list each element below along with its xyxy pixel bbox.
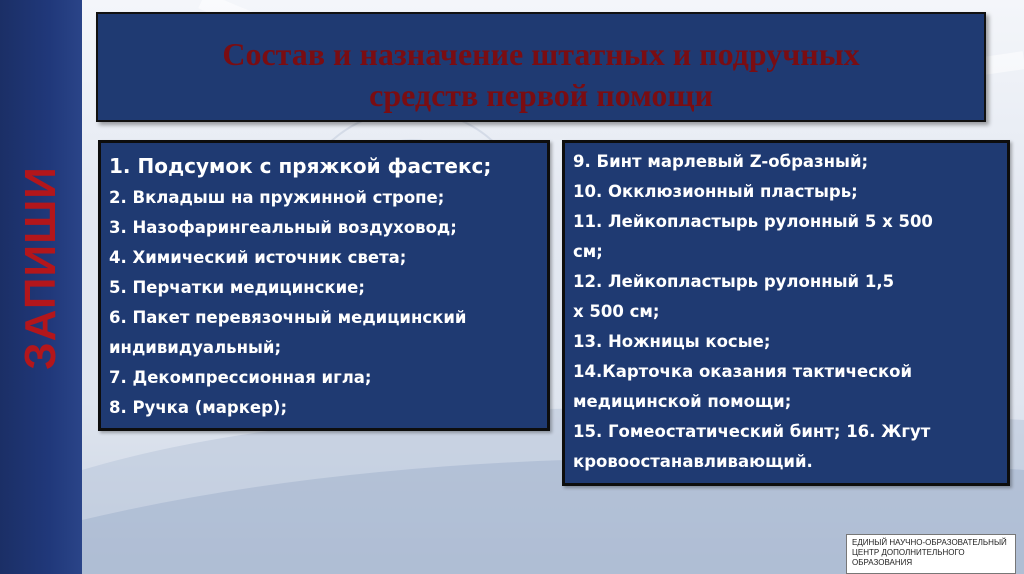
badge-line-1: ЕДИНЫЙ НАУЧНО-ОБРАЗОВАТЕЛЬНЫЙ [852,538,1007,547]
list-item [109,151,541,183]
list-item: 11. Лейкопластырь рулонный 5 х 500 [573,212,933,231]
list-item-text: 1. Подсумок с пряжкой фастекс; [109,154,492,178]
badge-line-3: ОБРАЗОВАНИЯ [852,558,913,567]
list-item: 9. Бинт марлевый Z-образный; [573,152,869,171]
title-line-1: Состав и назначение штатных и подручных [222,36,860,72]
right-list-panel [562,140,1010,486]
list-item: медицинской помощи; [573,392,792,411]
list-item: 14.Карточка оказания тактической [573,362,913,381]
list-item: х 500 см; [573,302,660,321]
list-item: 15. Гомеостатический бинт; 16. Жгут [573,422,931,441]
badge-line-2: ЦЕНТР ДОПОЛНИТЕЛЬНОГО [852,548,965,557]
list-item: 13. Ножницы косые; [573,332,771,351]
list-item: 2. Вкладыш на пружинной стропе; [109,188,445,207]
organization-badge [846,534,1016,574]
sidebar [0,0,82,574]
list-item: 4. Химический источник света; [109,248,407,267]
list-item: 6. Пакет перевязочный медицинский [109,308,467,327]
list-item: 8. Ручка (маркер); [109,398,288,417]
list-item: 10. Окклюзионный пластырь; [573,182,858,201]
list-item: индивидуальный; [109,338,282,357]
page-title [98,34,984,116]
sidebar-label: ЗАПИШИ [16,166,65,370]
list-item: 12. Лейкопластырь рулонный 1,5 [573,272,895,291]
left-list-panel [98,140,550,431]
list-item: кровоостанавливающий. [573,452,813,471]
list-item: 3. Назофарингеальный воздуховод; [109,218,457,237]
title-line-2: средств первой помощи [369,77,713,113]
title-box [96,12,986,122]
list-item: см; [573,242,603,261]
list-item: 5. Перчатки медицинские; [109,278,365,297]
list-item: 7. Декомпрессионная игла; [109,368,372,387]
